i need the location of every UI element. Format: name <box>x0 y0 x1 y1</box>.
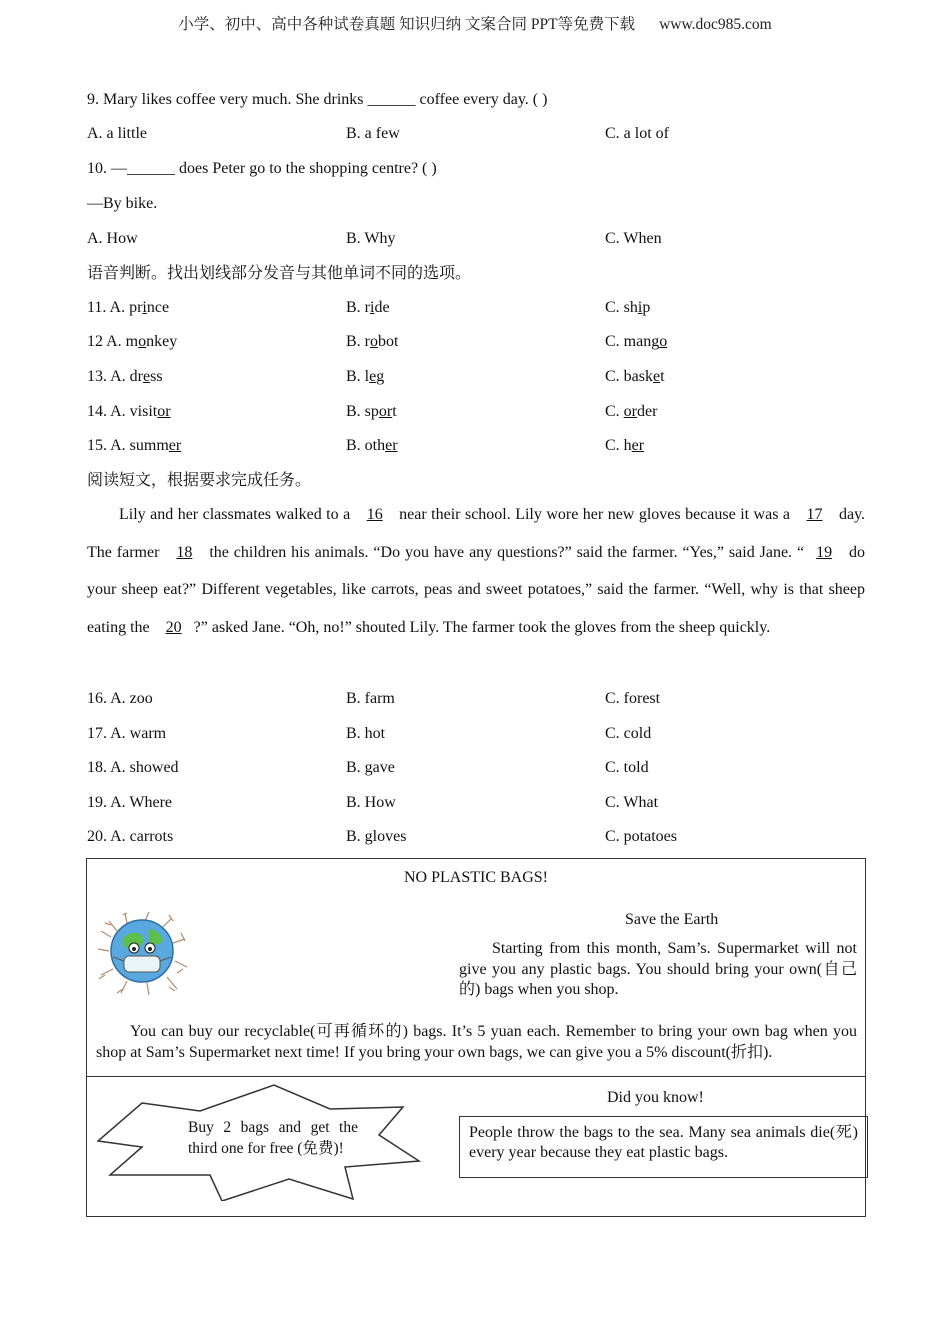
q10-option-b[interactable]: B. Why <box>346 230 396 247</box>
q9-stem: 9. Mary likes coffee very much. She drinks ______ coffee every day. ( ) <box>87 91 548 108</box>
phonics-option-b[interactable]: B. other <box>346 437 398 454</box>
option-b[interactable]: B. hot <box>346 725 386 742</box>
option-a[interactable]: 18. A. showed <box>87 759 179 776</box>
phonics-option-a[interactable]: 14. A. visitor <box>87 403 171 420</box>
phonics-option-b[interactable]: B. ride <box>346 299 390 316</box>
ad-box <box>86 858 866 1077</box>
q10-option-a[interactable]: A. How <box>87 230 138 247</box>
blank-16[interactable]: 16 <box>366 506 383 523</box>
option-a[interactable]: 19. A. Where <box>87 794 173 811</box>
phonics-option-c[interactable]: C. ship <box>605 299 651 316</box>
phonics-option-c[interactable]: C. basket <box>605 368 665 385</box>
starburst-text: Buy 2 bags and get the third one for free (免费)! <box>188 1119 358 1157</box>
ad-title: NO PLASTIC BAGS! <box>403 869 548 886</box>
option-b[interactable]: B. gave <box>346 759 395 776</box>
q9-option-b[interactable]: B. a few <box>346 125 400 142</box>
fact-box: People throw the bags to the sea. Many sea animals die(死) every year because they eat plastic bags. <box>459 1116 868 1178</box>
earth-mascot-icon <box>97 909 189 995</box>
q9-option-a[interactable]: A. a little <box>87 125 147 142</box>
option-a[interactable]: 17. A. warm <box>87 725 167 742</box>
phonics-option-a[interactable]: 11. A. prince <box>87 299 170 316</box>
q10-option-c[interactable]: C. When <box>605 230 662 247</box>
q9-option-c[interactable]: C. a lot of <box>605 125 669 142</box>
reading-instruction: 阅读短文，根据要求完成任务。 <box>87 472 312 489</box>
did-you-know-heading: Did you know! <box>607 1089 704 1106</box>
blank-18[interactable]: 18 <box>176 543 193 561</box>
q10-stem: 10. —______ does Peter go to the shopping centre? ( ) <box>87 160 437 177</box>
option-b[interactable]: B. gloves <box>346 828 407 845</box>
phonics-option-c[interactable]: C. mango <box>605 333 668 350</box>
ad-paragraph-1: Starting from this month, Sam’s. Supermarket will not give you any plastic bags. You should bring your own(自己的) bags when you shop. <box>459 940 857 998</box>
option-c[interactable]: C. cold <box>605 725 652 742</box>
option-a[interactable]: 16. A. zoo <box>87 690 153 707</box>
phonics-option-a[interactable]: 13. A. dress <box>87 368 163 385</box>
phonics-option-b[interactable]: B. sport <box>346 403 397 420</box>
option-b[interactable]: B. How <box>346 794 396 811</box>
header-url[interactable]: www.doc985.com <box>659 16 772 33</box>
blank-19[interactable]: 19 <box>816 543 833 561</box>
phonics-option-c[interactable]: C. her <box>605 437 645 454</box>
header-text: 小学、初中、高中各种试卷真题 知识归纳 文案合同 PPT等免费下载 <box>178 16 636 33</box>
phonics-option-b[interactable]: B. robot <box>346 333 399 350</box>
option-a[interactable]: 20. A. carrots <box>87 828 174 845</box>
option-c[interactable]: C. potatoes <box>605 828 677 845</box>
blank-17[interactable]: 17 <box>806 506 823 523</box>
phonics-instruction: 语音判断。找出划线部分发音与其他单词不同的选项。 <box>87 265 472 282</box>
q10-answer: —By bike. <box>87 195 158 212</box>
phonics-option-c[interactable]: C. order <box>605 403 658 420</box>
phonics-option-b[interactable]: B. leg <box>346 368 385 385</box>
option-c[interactable]: C. told <box>605 759 649 776</box>
phonics-option-a[interactable]: 12 A. monkey <box>87 333 178 350</box>
ad-box-bottom <box>86 1076 866 1217</box>
option-b[interactable]: B. farm <box>346 690 395 707</box>
ad-paragraph-2: You can buy our recyclable(可再循环的) bags. It’s 5 yuan each. Remember to bring your own bag when you shop at Sam’s Supermarket next time! If you bring your own bags, we can give you a 5% discount(折扣). <box>96 1023 857 1061</box>
reading-passage: Lily and her classmates walked to a 16 near their school. Lily wore her new gloves because it was a 17 day. The farmer 18 the children his animals. “Do you have any questions?” said the farmer. “Yes,” said Jane. “ 19 do your sheep eat?” Different vegetables, like carrots, peas and sweet potatoes,” said the farmer. “Well, why is that sheep eating the 20 ?” asked Jane. “Oh, no!” shouted Lily. The farmer took the gloves from the sheep quickly. <box>87 506 866 636</box>
option-c[interactable]: C. What <box>605 794 659 811</box>
blank-20[interactable]: 20 <box>165 618 182 636</box>
option-c[interactable]: C. forest <box>605 690 661 707</box>
phonics-option-a[interactable]: 15. A. summer <box>87 437 182 454</box>
ad-subtitle: Save the Earth <box>625 911 719 928</box>
page-header <box>0 12 950 34</box>
